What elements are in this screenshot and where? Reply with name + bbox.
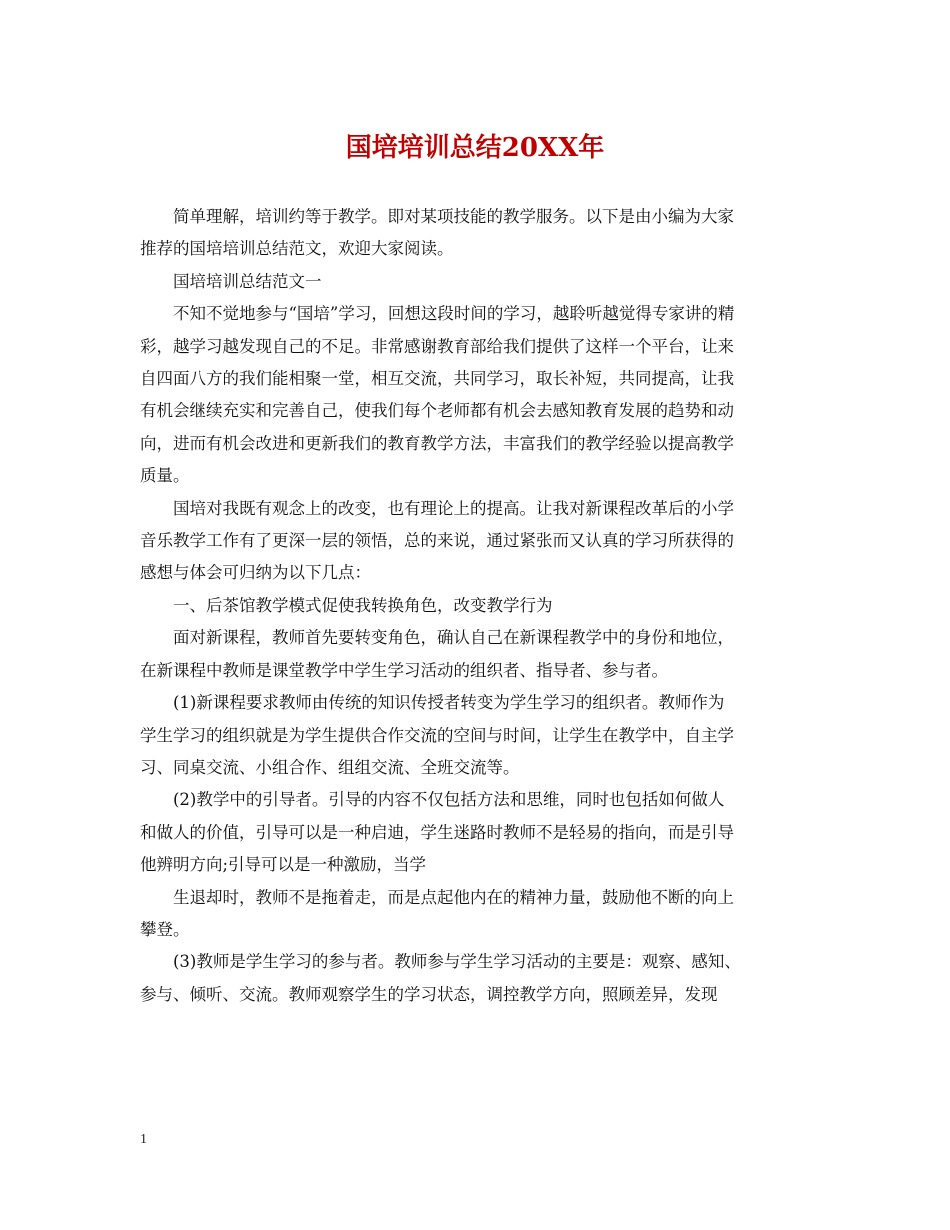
text-line: 和做人的价值，引导可以是一种启迪，学生迷路时教师不是轻易的指向，而是引导: [140, 822, 734, 842]
text-line: (3)教师是学生学习的参与者。教师参与学生学习活动的主要是：观察、感知、: [173, 952, 741, 972]
text-line: 习、同桌交流、小组合作、组组交流、全班交流等。: [140, 757, 520, 777]
text-line: 质量。: [140, 466, 190, 486]
text-line: 不知不觉地参与“国培”学习，回想这段时间的学习，越聆听越觉得专家讲的精: [173, 304, 735, 324]
text-line: 感想与体会可归纳为以下几点：: [140, 563, 371, 583]
text-line: (1)新课程要求教师由传统的知识传授者转变为学生学习的组织者。教师作为: [173, 693, 725, 713]
text-line: 学生学习的组织就是为学生提供合作交流的空间与时间，让学生在教学中，自主学: [140, 725, 734, 745]
text-line: 向，进而有机会改进和更新我们的教育教学方法，丰富我们的教学经验以提高教学: [140, 433, 734, 453]
document-body: [140, 201, 812, 1011]
text-line: 攀登。: [140, 919, 190, 939]
text-line: 有机会继续充实和完善自己，使我们每个老师都有机会去感知教育发展的趋势和动: [140, 401, 734, 421]
page-number: 1: [140, 1132, 147, 1147]
text-line: 面对新课程，教师首先要转变角色，确认自己在新课程教学中的身份和地位，: [173, 628, 734, 648]
document-title: 国培培训总结20XX年: [345, 133, 605, 163]
text-line: 他辨明方向;引导可以是一种激励，当学: [140, 855, 427, 875]
text-line: 音乐教学工作有了更深一层的领悟，总的来说，通过紧张而又认真的学习所获得的: [140, 531, 734, 551]
text-line: 参与、倾听、交流。教师观察学生的学习状态，调控教学方向，照顾差异，发现: [140, 984, 718, 1004]
text-line: 自四面八方的我们能相聚一堂，相互交流，共同学习，取长补短，共同提高，让我: [140, 369, 734, 389]
text-line: 推荐的国培培训总结范文，欢迎大家阅读。: [140, 239, 454, 259]
text-line: 在新课程中教师是课堂教学中学生学习活动的组织者、指导者、参与者。: [140, 660, 668, 680]
text-line: (2)教学中的引导者。引导的内容不仅包括方法和思维，同时也包括如何做人: [173, 790, 725, 810]
text-line: 彩，越学习越发现自己的不足。非常感谢教育部给我们提供了这样一个平台，让来: [140, 336, 734, 356]
text-line: 一、后茶馆教学模式促使我转换角色，改变教学行为: [173, 595, 553, 615]
text-line: 生退却时，教师不是拖着走，而是点起他内在的精神力量，鼓励他不断的向上: [173, 887, 734, 907]
text-line: 国培对我既有观念上的改变，也有理论上的提高。让我对新课程改革后的小学: [173, 498, 734, 518]
text-line: 国培培训总结范文一: [173, 271, 322, 291]
text-line: 简单理解，培训约等于教学。即对某项技能的教学服务。以下是由小编为大家: [173, 207, 734, 226]
